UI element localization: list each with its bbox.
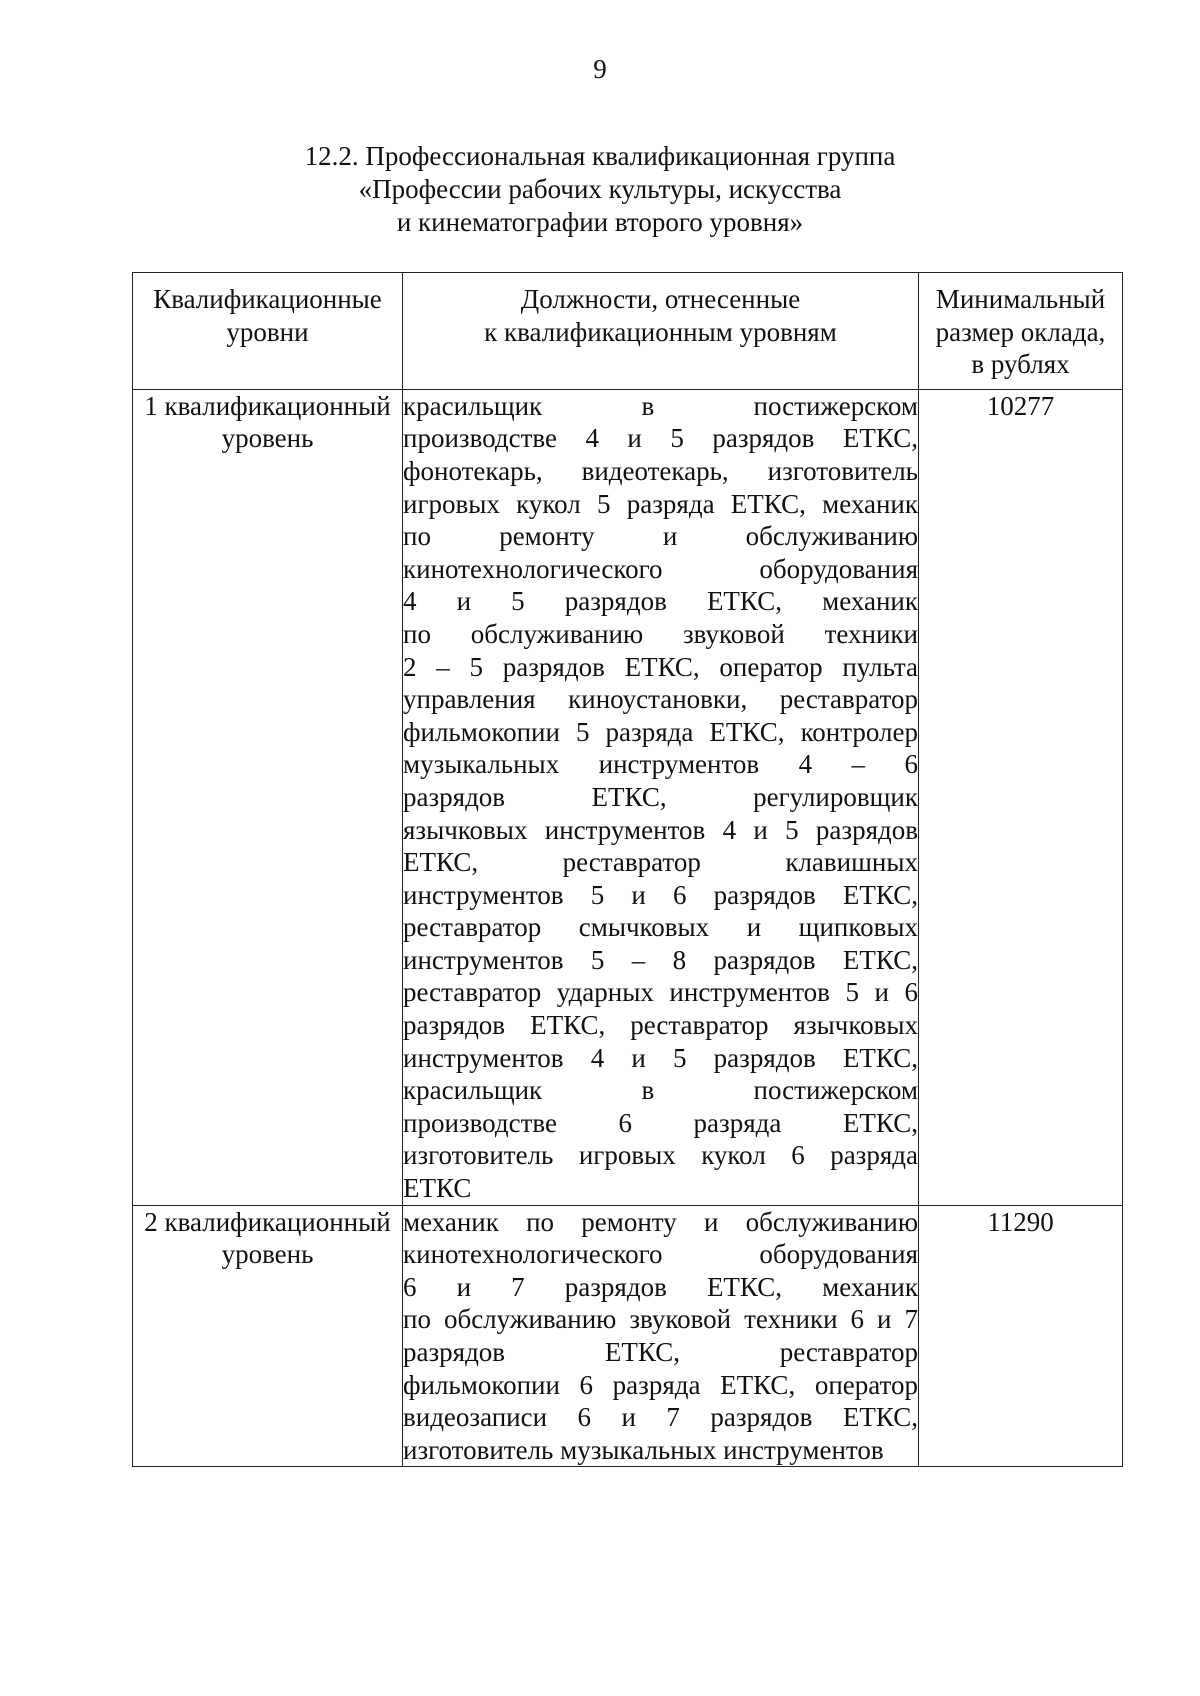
qualification-level-text: 2 квалификационный bbox=[144, 1206, 391, 1237]
table-header-row bbox=[133, 273, 1123, 390]
qualification-level-cell bbox=[133, 1205, 403, 1467]
positions-text-line: инструментов 5 – 8 разрядов ЕТКС, bbox=[403, 944, 918, 975]
positions-text-line: по обслуживанию звуковой техники 6 и 7 bbox=[403, 1304, 918, 1335]
qualification-level-text: уровень bbox=[221, 1239, 314, 1270]
positions-text-line: музыкальных инструментов 4 – 6 bbox=[403, 749, 918, 780]
positions-text-line: ЕТКС bbox=[403, 1173, 472, 1204]
positions-text-line: производстве 4 и 5 разрядов ЕТКС, bbox=[403, 423, 918, 454]
positions-text-line: управления киноустановки, реставратор bbox=[403, 684, 918, 715]
page-number: 9 bbox=[593, 54, 607, 84]
positions-cell bbox=[403, 1205, 919, 1467]
positions-text-line: по обслуживанию звуковой техники bbox=[403, 618, 918, 649]
positions-text-line: ЕТКС, реставратор клавишных bbox=[403, 847, 918, 878]
qualification-level-cell bbox=[133, 389, 403, 1205]
positions-text-line: инструментов 5 и 6 разрядов ЕТКС, bbox=[403, 879, 918, 910]
positions-text-line: производстве 6 разряда ЕТКС, bbox=[403, 1107, 918, 1138]
table-row bbox=[133, 1205, 1123, 1467]
positions-cell bbox=[403, 389, 919, 1205]
positions-text-line: разрядов ЕТКС, регулировщик bbox=[403, 781, 918, 812]
positions-text-line: язычковых инструментов 4 и 5 разрядов bbox=[403, 814, 918, 845]
section-title-line-3: и кинематографии второго уровня» bbox=[396, 207, 804, 237]
positions-text-line: красильщик в постижерском bbox=[403, 1075, 918, 1106]
minimum-salary-cell: 10277 bbox=[919, 389, 1123, 1205]
positions-text-line: видеозаписи 6 и 7 разрядов ЕТКС, bbox=[403, 1402, 918, 1433]
positions-text-line: фильмокопии 6 разряда ЕТКС, оператор bbox=[403, 1369, 918, 1400]
header-positions: Должности, отнесенные к квалификационным уровням bbox=[403, 273, 919, 390]
section-title bbox=[200, 140, 1000, 239]
positions-text-line: изготовитель музыкальных инструментов bbox=[403, 1434, 884, 1465]
positions-text-line: реставратор смычковых и щипковых bbox=[403, 912, 918, 943]
qualification-level-text: уровень bbox=[221, 423, 314, 454]
positions-text-line: игровых кукол 5 разряда ЕТКС, механик bbox=[403, 488, 918, 519]
qualification-level-text: 1 квалификационный bbox=[144, 390, 391, 421]
section-title-line-2: «Профессии рабочих культуры, искусства bbox=[358, 174, 842, 204]
positions-text-line: разрядов ЕТКС, реставратор язычковых bbox=[403, 1010, 918, 1041]
header-minimum-salary: Минимальный размер оклада, в рублях bbox=[919, 273, 1123, 390]
positions-text-line: разрядов ЕТКС, реставратор bbox=[403, 1337, 918, 1367]
positions-text-line: реставратор ударных инструментов 5 и 6 bbox=[403, 977, 918, 1008]
positions-text-line: кинотехнологического оборудования bbox=[403, 553, 918, 584]
positions-text-line: изготовитель игровых кукол 6 разряда bbox=[403, 1140, 918, 1171]
table-row bbox=[133, 389, 1123, 1205]
positions-text-line: инструментов 4 и 5 разрядов ЕТКС, bbox=[403, 1042, 918, 1073]
positions-text-line: кинотехнологического оборудования bbox=[403, 1239, 918, 1270]
positions-text-line: красильщик в постижерском bbox=[403, 390, 918, 421]
positions-text-line: 4 и 5 разрядов ЕТКС, механик bbox=[403, 586, 918, 617]
header-qualification-levels: Квалификационные уровни bbox=[133, 273, 403, 390]
section-title-line-1: 12.2. Профессиональная квалификационная группа bbox=[304, 141, 896, 171]
positions-text-line: 6 и 7 разрядов ЕТКС, механик bbox=[403, 1271, 918, 1302]
qualification-levels-table bbox=[132, 272, 1123, 1467]
positions-text-line: 2 – 5 разрядов ЕТКС, оператор пульта bbox=[403, 651, 918, 682]
positions-text-line: по ремонту и обслуживанию bbox=[403, 521, 918, 552]
positions-text-line: механик по ремонту и обслуживанию bbox=[403, 1206, 918, 1237]
positions-text-line: фонотекарь, видеотекарь, изготовитель bbox=[403, 455, 918, 486]
positions-text-line: фильмокопии 5 разряда ЕТКС, контролер bbox=[403, 716, 918, 747]
minimum-salary-cell: 11290 bbox=[919, 1205, 1123, 1467]
